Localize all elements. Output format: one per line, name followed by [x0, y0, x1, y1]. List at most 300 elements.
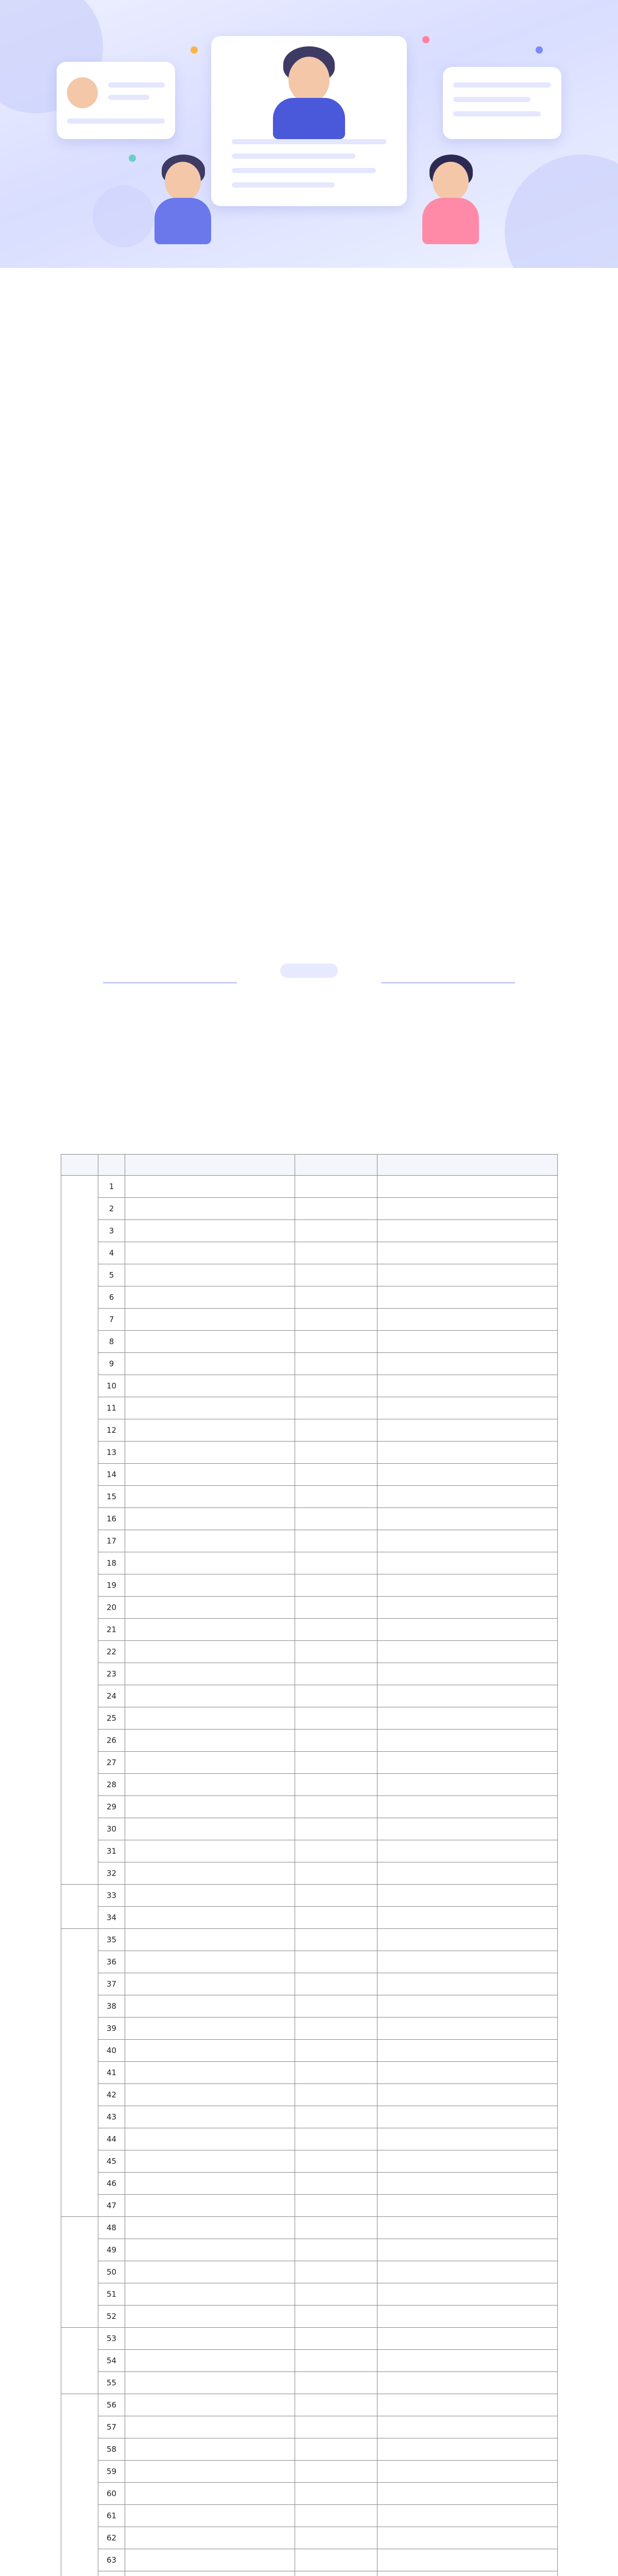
activity-name-cell	[125, 1774, 295, 1796]
organizer-cell	[377, 2394, 558, 2416]
activity-time-cell	[295, 1198, 377, 1220]
activity-name-cell	[125, 1442, 295, 1464]
row-number-cell: 35	[98, 1929, 125, 1951]
row-number-cell: 36	[98, 1951, 125, 1973]
organizer-cell	[377, 2328, 558, 2350]
activity-time-cell	[295, 1442, 377, 1464]
organizer-cell	[377, 1885, 558, 1907]
activity-time-cell	[295, 1973, 377, 1995]
activity-time-cell	[295, 1574, 377, 1597]
activity-time-cell	[295, 2062, 377, 2084]
activity-name-cell	[125, 2328, 295, 2350]
table-row	[61, 2040, 558, 2062]
table-row	[61, 1309, 558, 1331]
activity-time-cell	[295, 2239, 377, 2261]
row-number-cell: 9	[98, 1353, 125, 1375]
organizer-cell	[377, 2150, 558, 2173]
activity-name-cell	[125, 1486, 295, 1508]
row-number-cell: 50	[98, 2261, 125, 2283]
row-number-cell: 57	[98, 2416, 125, 2438]
activity-time-cell	[295, 1220, 377, 1242]
activity-time-cell	[295, 1929, 377, 1951]
organizer-cell	[377, 2350, 558, 2372]
organizer-cell	[377, 1840, 558, 1862]
organizer-cell	[377, 2084, 558, 2106]
activity-name-cell	[125, 2106, 295, 2128]
activity-name-cell	[125, 1530, 295, 1552]
organizer-cell	[377, 1907, 558, 1929]
organizer-cell	[377, 2483, 558, 2505]
activity-time-cell	[295, 2018, 377, 2040]
row-number-cell: 52	[98, 2306, 125, 2328]
activity-time-cell	[295, 1464, 377, 1486]
table-row	[61, 1796, 558, 1818]
decor-circle	[93, 185, 154, 247]
header-category	[61, 1155, 98, 1176]
activity-name-cell	[125, 1619, 295, 1641]
table-row	[61, 1353, 558, 1375]
activity-time-cell	[295, 1730, 377, 1752]
activity-time-cell	[295, 2306, 377, 2328]
row-number-cell: 49	[98, 2239, 125, 2261]
row-number-cell: 28	[98, 1774, 125, 1796]
section-header	[0, 963, 618, 980]
organizer-cell	[377, 1198, 558, 1220]
activity-name-cell	[125, 2571, 295, 2576]
activity-name-cell	[125, 1707, 295, 1730]
organizer-cell	[377, 1375, 558, 1397]
organizer-cell	[377, 2438, 558, 2461]
row-number-cell: 43	[98, 2106, 125, 2128]
organizer-cell	[377, 1796, 558, 1818]
activity-name-cell	[125, 1597, 295, 1619]
row-number-cell: 11	[98, 1397, 125, 1419]
activity-time-cell	[295, 2173, 377, 2195]
organizer-cell	[377, 1309, 558, 1331]
category-cell	[61, 2217, 98, 2328]
row-number-cell: 39	[98, 2018, 125, 2040]
activity-time-cell	[295, 2040, 377, 2062]
organizer-cell	[377, 1530, 558, 1552]
organizer-cell	[377, 1397, 558, 1419]
activity-time-cell	[295, 1552, 377, 1574]
activity-time-cell	[295, 1176, 377, 1198]
table-row	[61, 1530, 558, 1552]
activity-time-cell	[295, 1264, 377, 1286]
activity-time-cell	[295, 1774, 377, 1796]
activity-time-cell	[295, 1419, 377, 1442]
row-number-cell: 3	[98, 1220, 125, 1242]
activity-name-cell	[125, 2217, 295, 2239]
activity-name-cell	[125, 2239, 295, 2261]
activity-name-cell	[125, 1353, 295, 1375]
activity-name-cell	[125, 1264, 295, 1286]
table-row	[61, 1862, 558, 1885]
row-number-cell: 44	[98, 2128, 125, 2150]
table-row	[61, 2217, 558, 2239]
organizer-cell	[377, 1464, 558, 1486]
organizer-cell	[377, 1752, 558, 1774]
activity-name-cell	[125, 1198, 295, 1220]
row-number-cell: 53	[98, 2328, 125, 2350]
table-row	[61, 1419, 558, 1442]
row-number-cell: 61	[98, 2505, 125, 2527]
row-number-cell: 63	[98, 2549, 125, 2571]
activity-name-cell	[125, 1375, 295, 1397]
hero-illustration	[0, 0, 618, 268]
activity-name-cell	[125, 1220, 295, 1242]
decor-dot	[129, 155, 136, 162]
row-number-cell: 38	[98, 1995, 125, 2018]
organizer-cell	[377, 2261, 558, 2283]
table-row	[61, 2549, 558, 2571]
row-number-cell: 7	[98, 1309, 125, 1331]
activity-name-cell	[125, 1663, 295, 1685]
activity-time-cell	[295, 2350, 377, 2372]
activity-time-cell	[295, 2461, 377, 2483]
activity-time-cell	[295, 2483, 377, 2505]
activity-time-cell	[295, 1530, 377, 1552]
row-number-cell: 37	[98, 1973, 125, 1995]
row-number-cell: 1	[98, 1176, 125, 1198]
table-row	[61, 2416, 558, 2438]
table-row	[61, 1907, 558, 1929]
organizer-cell	[377, 1663, 558, 1685]
activity-name-cell	[125, 1309, 295, 1331]
row-number-cell: 22	[98, 1641, 125, 1663]
table-row	[61, 1574, 558, 1597]
table-row	[61, 1619, 558, 1641]
organizer-cell	[377, 2239, 558, 2261]
activity-time-cell	[295, 2195, 377, 2217]
category-cell	[61, 2394, 98, 2576]
organizer-cell	[377, 1486, 558, 1508]
activity-name-cell	[125, 1242, 295, 1264]
decor-dot	[536, 46, 543, 54]
table-row	[61, 2018, 558, 2040]
organizer-cell	[377, 1264, 558, 1286]
activity-name-cell	[125, 1818, 295, 1840]
category-cell	[61, 1929, 98, 2217]
row-number-cell: 31	[98, 1840, 125, 1862]
activity-name-cell	[125, 2549, 295, 2571]
organizer-cell	[377, 1774, 558, 1796]
activity-name-cell	[125, 2195, 295, 2217]
activity-time-cell	[295, 2549, 377, 2571]
activity-time-cell	[295, 1663, 377, 1685]
activity-name-cell	[125, 1885, 295, 1907]
table-row	[61, 2571, 558, 2576]
activity-name-cell	[125, 2018, 295, 2040]
activity-name-cell	[125, 2084, 295, 2106]
activity-time-cell	[295, 1951, 377, 1973]
table-row	[61, 1331, 558, 1353]
table-row	[61, 1286, 558, 1309]
table-row	[61, 2062, 558, 2084]
table-header-row	[61, 1155, 558, 1176]
decor-circle	[505, 155, 618, 268]
activity-time-cell	[295, 1862, 377, 1885]
decor-dot	[191, 46, 198, 54]
row-number-cell: 29	[98, 1796, 125, 1818]
table-row	[61, 1242, 558, 1264]
activity-time-cell	[295, 1818, 377, 1840]
table-row	[61, 1730, 558, 1752]
organizer-cell	[377, 1508, 558, 1530]
organizer-cell	[377, 1286, 558, 1309]
header-organizer	[377, 1155, 558, 1176]
decor-dot	[422, 36, 430, 43]
table-row	[61, 2527, 558, 2549]
row-number-cell: 30	[98, 1818, 125, 1840]
table-row	[61, 1951, 558, 1973]
activity-time-cell	[295, 1331, 377, 1353]
activity-time-cell	[295, 1619, 377, 1641]
row-number-cell: 17	[98, 1530, 125, 1552]
activity-time-cell	[295, 2261, 377, 2283]
table-row	[61, 2394, 558, 2416]
activity-name-cell	[125, 1419, 295, 1442]
table-row	[61, 1774, 558, 1796]
activity-name-cell	[125, 1508, 295, 1530]
activity-name-cell	[125, 1730, 295, 1752]
activity-name-cell	[125, 2261, 295, 2283]
organizer-cell	[377, 1176, 558, 1198]
row-number-cell: 16	[98, 1508, 125, 1530]
activity-name-cell	[125, 2350, 295, 2372]
table-row	[61, 1464, 558, 1486]
activity-time-cell	[295, 2527, 377, 2549]
row-number-cell: 51	[98, 2283, 125, 2306]
activity-name-cell	[125, 1840, 295, 1862]
organizer-cell	[377, 1929, 558, 1951]
activity-name-cell	[125, 1929, 295, 1951]
title-divider-right	[381, 982, 515, 984]
table-row	[61, 2150, 558, 2173]
activity-name-cell	[125, 2173, 295, 2195]
row-number-cell: 4	[98, 1242, 125, 1264]
activity-name-cell	[125, 2150, 295, 2173]
organizer-cell	[377, 1442, 558, 1464]
row-number-cell: 13	[98, 1442, 125, 1464]
table-row	[61, 1597, 558, 1619]
table-row	[61, 1885, 558, 1907]
activity-name-cell	[125, 1862, 295, 1885]
row-number-cell: 26	[98, 1730, 125, 1752]
activity-time-cell	[295, 2328, 377, 2350]
activity-time-cell	[295, 1242, 377, 1264]
activity-time-cell	[295, 1508, 377, 1530]
organizer-cell	[377, 2461, 558, 2483]
row-number-cell: 21	[98, 1619, 125, 1641]
table-row	[61, 1973, 558, 1995]
organizer-cell	[377, 1685, 558, 1707]
organizer-cell	[377, 1730, 558, 1752]
table-row	[61, 1442, 558, 1464]
organizer-cell	[377, 2306, 558, 2328]
table-row	[61, 1685, 558, 1707]
table-row	[61, 1818, 558, 1840]
row-number-cell: 40	[98, 2040, 125, 2062]
organizer-cell	[377, 1995, 558, 2018]
organizer-cell	[377, 1574, 558, 1597]
header-no	[98, 1155, 125, 1176]
organizer-cell	[377, 1707, 558, 1730]
row-number-cell: 19	[98, 1574, 125, 1597]
activity-name-cell	[125, 2394, 295, 2416]
table-row	[61, 2350, 558, 2372]
row-number-cell: 62	[98, 2527, 125, 2549]
activity-time-cell	[295, 1907, 377, 1929]
row-number-cell: 18	[98, 1552, 125, 1574]
table-row	[61, 1375, 558, 1397]
organizer-cell	[377, 1597, 558, 1619]
activity-name-cell	[125, 2283, 295, 2306]
activity-time-cell	[295, 2106, 377, 2128]
table-row	[61, 1397, 558, 1419]
organizer-cell	[377, 1242, 558, 1264]
category-cell	[61, 2328, 98, 2394]
activity-time-cell	[295, 2084, 377, 2106]
profile-card-left	[57, 62, 175, 139]
table-row	[61, 1486, 558, 1508]
activity-time-cell	[295, 1885, 377, 1907]
activity-name-cell	[125, 2416, 295, 2438]
section-title	[280, 963, 338, 978]
row-number-cell: 45	[98, 2150, 125, 2173]
row-number-cell: 56	[98, 2394, 125, 2416]
category-cell	[61, 1885, 98, 1929]
activity-time-cell	[295, 1796, 377, 1818]
table-row	[61, 2306, 558, 2328]
organizer-cell	[377, 2283, 558, 2306]
table-row	[61, 2283, 558, 2306]
table-row	[61, 1264, 558, 1286]
activity-time-cell	[295, 1486, 377, 1508]
table-row	[61, 1840, 558, 1862]
title-divider-left	[103, 982, 237, 984]
row-number-cell: 6	[98, 1286, 125, 1309]
activity-name-cell	[125, 2505, 295, 2527]
activity-name-cell	[125, 1574, 295, 1597]
activity-time-cell	[295, 2150, 377, 2173]
activity-time-cell	[295, 1353, 377, 1375]
row-number-cell: 14	[98, 1464, 125, 1486]
organizer-cell	[377, 1552, 558, 1574]
activity-name-cell	[125, 2128, 295, 2150]
activity-time-cell	[295, 1641, 377, 1663]
category-cell	[61, 1176, 98, 1885]
activity-schedule-table	[61, 1154, 557, 2576]
activity-time-cell	[295, 2571, 377, 2576]
organizer-cell	[377, 1818, 558, 1840]
activity-time-cell	[295, 1286, 377, 1309]
activity-name-cell	[125, 2372, 295, 2394]
activity-name-cell	[125, 1907, 295, 1929]
table-row	[61, 2505, 558, 2527]
activity-name-cell	[125, 1331, 295, 1353]
activity-time-cell	[295, 1597, 377, 1619]
organizer-cell	[377, 2372, 558, 2394]
organizer-cell	[377, 1641, 558, 1663]
table-row	[61, 1707, 558, 1730]
activity-name-cell	[125, 1464, 295, 1486]
activity-name-cell	[125, 2527, 295, 2549]
organizer-cell	[377, 2416, 558, 2438]
organizer-cell	[377, 1973, 558, 1995]
row-number-cell	[98, 2571, 125, 2576]
row-number-cell: 24	[98, 1685, 125, 1707]
activity-time-cell	[295, 1707, 377, 1730]
table-row	[61, 2261, 558, 2283]
organizer-cell	[377, 1220, 558, 1242]
row-number-cell: 23	[98, 1663, 125, 1685]
table-row	[61, 1220, 558, 1242]
row-number-cell: 5	[98, 1264, 125, 1286]
row-number-cell: 34	[98, 1907, 125, 1929]
activity-time-cell	[295, 1840, 377, 1862]
table-row	[61, 2372, 558, 2394]
organizer-cell	[377, 2106, 558, 2128]
organizer-cell	[377, 1419, 558, 1442]
table-row	[61, 2461, 558, 2483]
row-number-cell: 2	[98, 1198, 125, 1220]
organizer-cell	[377, 2217, 558, 2239]
activity-name-cell	[125, 1397, 295, 1419]
activity-name-cell	[125, 2040, 295, 2062]
table-row	[61, 1176, 558, 1198]
organizer-cell	[377, 1862, 558, 1885]
organizer-cell	[377, 2040, 558, 2062]
activity-name-cell	[125, 1951, 295, 1973]
row-number-cell: 20	[98, 1597, 125, 1619]
organizer-cell	[377, 2195, 558, 2217]
row-number-cell: 41	[98, 2062, 125, 2084]
row-number-cell: 59	[98, 2461, 125, 2483]
row-number-cell: 27	[98, 1752, 125, 1774]
activity-name-cell	[125, 1796, 295, 1818]
organizer-cell	[377, 1331, 558, 1353]
row-number-cell: 10	[98, 1375, 125, 1397]
activity-time-cell	[295, 1752, 377, 1774]
header-time	[295, 1155, 377, 1176]
organizer-cell	[377, 2128, 558, 2150]
row-number-cell: 33	[98, 1885, 125, 1907]
table-row	[61, 2106, 558, 2128]
table-row	[61, 1929, 558, 1951]
organizer-cell	[377, 1951, 558, 1973]
row-number-cell: 46	[98, 2173, 125, 2195]
row-number-cell: 60	[98, 2483, 125, 2505]
organizer-cell	[377, 2505, 558, 2527]
table-row	[61, 2328, 558, 2350]
organizer-cell	[377, 2173, 558, 2195]
row-number-cell: 32	[98, 1862, 125, 1885]
table-row	[61, 1552, 558, 1574]
row-number-cell: 25	[98, 1707, 125, 1730]
organizer-cell	[377, 2062, 558, 2084]
row-number-cell: 55	[98, 2372, 125, 2394]
activity-name-cell	[125, 1552, 295, 1574]
activity-name-cell	[125, 2438, 295, 2461]
row-number-cell: 42	[98, 2084, 125, 2106]
activity-time-cell	[295, 2128, 377, 2150]
activity-name-cell	[125, 2461, 295, 2483]
table-row	[61, 1995, 558, 2018]
activity-time-cell	[295, 2505, 377, 2527]
table-row	[61, 1508, 558, 1530]
activity-name-cell	[125, 1685, 295, 1707]
